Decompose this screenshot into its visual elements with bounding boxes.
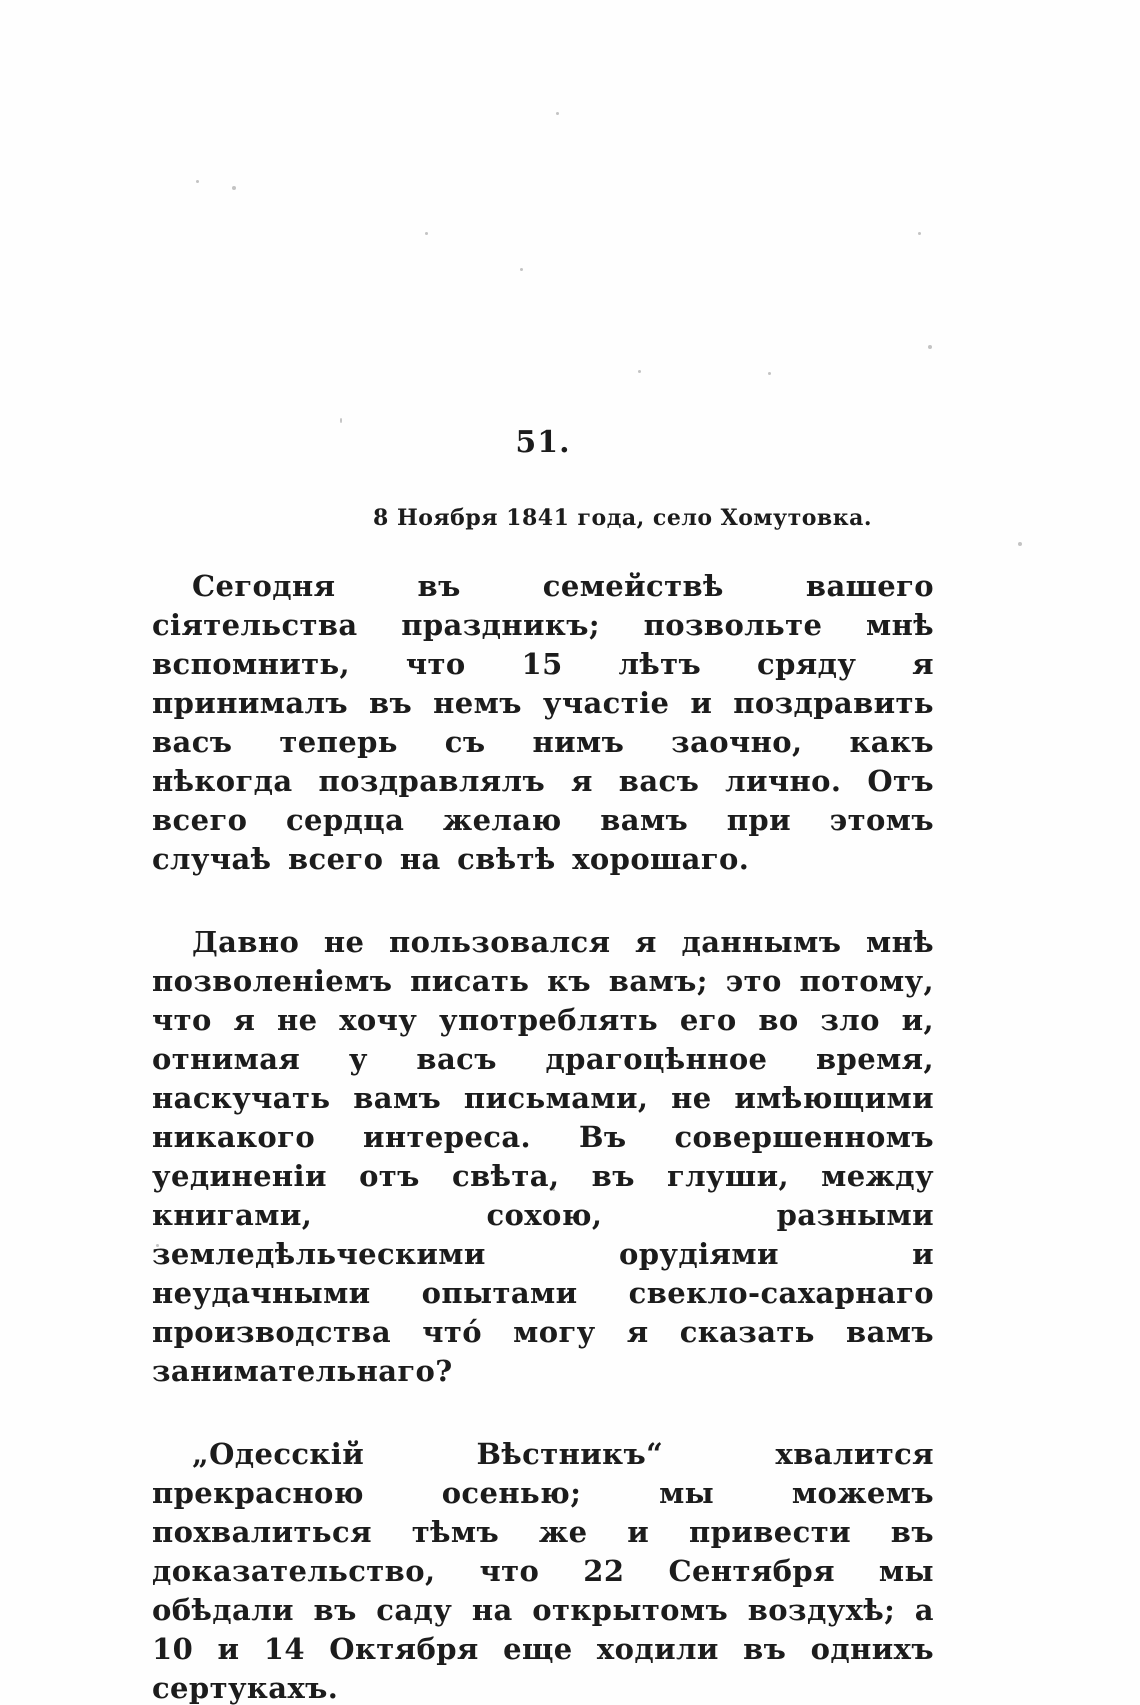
scan-speck xyxy=(196,180,199,183)
scan-speck xyxy=(1018,542,1022,546)
text-block xyxy=(152,425,934,1705)
dateline: 8 Ноября 1841 года, село Хомутовка. xyxy=(373,505,872,531)
paragraph-3: „Одесскій Вѣстникъ“ хвалится прекрасною осенью; мы можемъ похвалиться тѣмъ же и привести въ доказательство, что 22 Сентября мы обѣдали въ саду на открытомъ воздухѣ; а 10 и 14 Октября еще ходили въ однихъ сертукахъ. xyxy=(152,1437,934,1705)
scan-speck xyxy=(340,418,342,423)
paragraph-1: Сегодня въ семействѣ вашего сіятельства праздникъ; позвольте мнѣ вспомнить, что 15 лѣтъ сряду я принималъ въ немъ участіе и поздравить васъ теперь съ нимъ заочно, какъ нѣкогда поздравлялъ я васъ лично. Отъ всего сердца желаю вамъ при этомъ случаѣ всего на свѣтѣ хорошаго. xyxy=(152,569,934,876)
scan-speck xyxy=(556,112,559,115)
scan-speck xyxy=(768,372,771,375)
scan-speck xyxy=(638,370,641,373)
scan-speck xyxy=(918,232,921,235)
scan-speck xyxy=(425,232,428,235)
paragraph-2: Давно не пользовался я даннымъ мнѣ позволеніемъ писать къ вамъ; это потому, что я не хочу употреблять его во зло и, отнимая у васъ драгоцѣнное время, наскучать вамъ письмами, не имѣющими никакого интереса. Въ совершенномъ уединеніи отъ свѣта, въ глуши, между книгами, сохою, разными земледѣльческими орудіями и неудачными опытами свекло-сахарнаго производства что́ могу я сказать вамъ занимательнаго? xyxy=(152,925,934,1388)
section-number: 51. xyxy=(515,425,571,460)
scan-speck xyxy=(928,345,932,349)
scan-speck xyxy=(520,268,523,271)
scan-speck xyxy=(232,186,236,190)
